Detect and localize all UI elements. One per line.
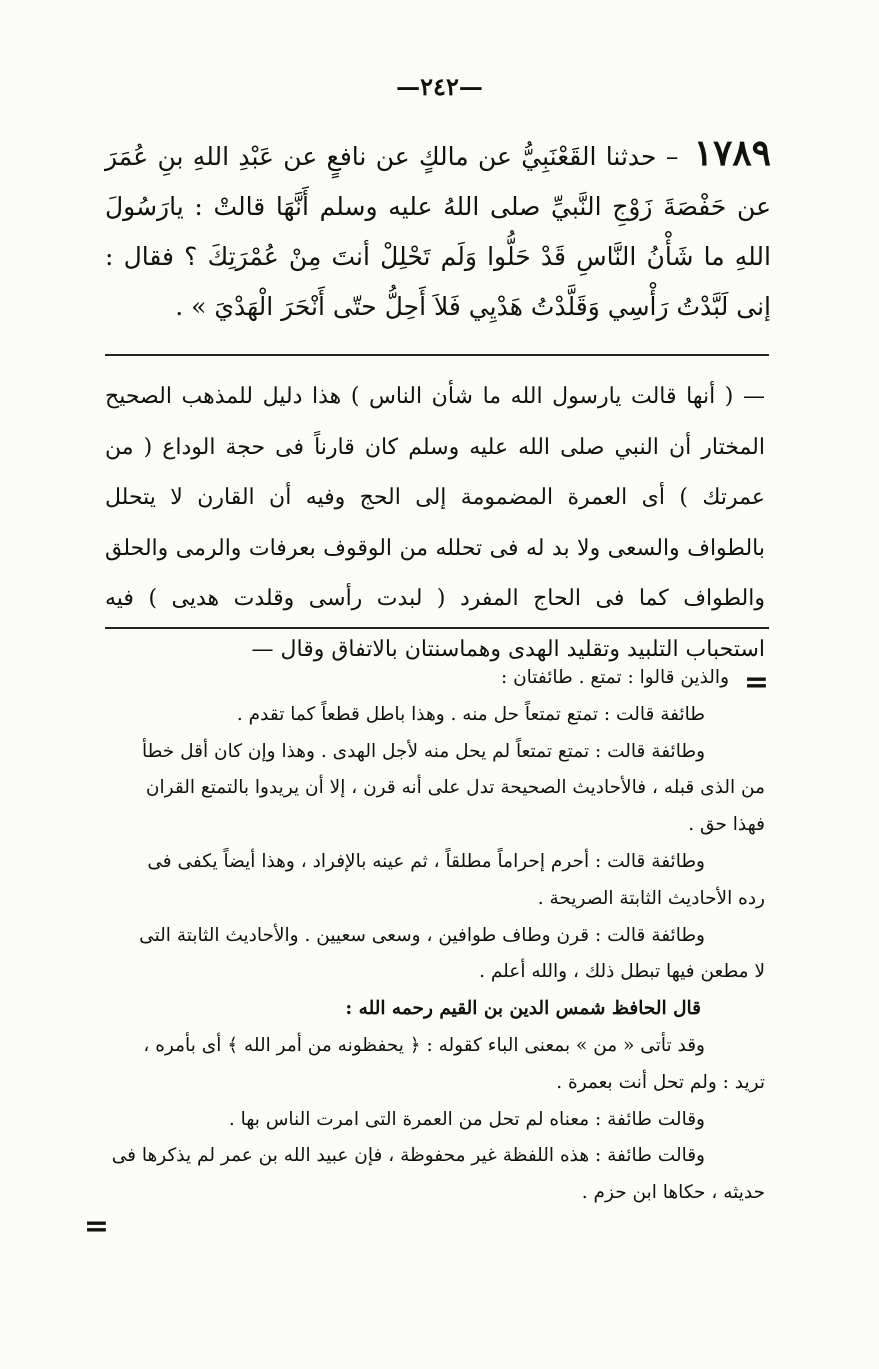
divider-rule-top — [105, 354, 769, 356]
supplement-line: والذين قالوا : تمتع . طائفتان : — [500, 667, 729, 688]
page-number: —٢٤٢— — [396, 72, 483, 101]
commentary-block: — ( أنها قالت يارسول الله ما شأن الناس ) هذا دليل للمذهب الصحيح المختار أن النبي صلى الله عليه وسلم كان قارناً فى حجة الوداع ( من عمرتك ) أى العمرة المضمومة إلى الحج وفيه أن القارن لا يتحلل بالطواف والسعى ولا بد له فى تحلله من الوقوف بعرفات والرمى والحلق والطواف كما فى الحاج المفرد ( لبدت رأسى وقلدت هديى ) فيه استحباب التلبيد وتقليد الهدى وهماسنتان بالاتفاق وقال — — [105, 384, 765, 662]
hadith-text-block — [105, 128, 771, 332]
supplement-line: وقالت طائفة : معناه لم تحل من العمرة التى امرت الناس بها . — [228, 1108, 705, 1130]
hadith-number: ١٧٨٩ — [693, 132, 771, 174]
supplement-line: فهذا حق . — [688, 814, 765, 836]
supplement-line: تريد : ولم تحل أنت بعمرة . — [556, 1071, 765, 1093]
hadith-body: – حدثنا القَعْنَبِيُّ عن مالكٍ عن نافعٍ عن عَبْدِ اللهِ بنِ عُمَرَ عن حَفْصَةَ زَوْجِ النَّبيِّ صلى اللهُ عليه وسلم أَنَّهَا قالتْ : يارَسُولَ اللهِ ما شَأْنُ النَّاسِ قَدْ حَلُّوا وَلَم تَحْلِلْ أنتَ مِنْ عُمْرَتِكَ ؟ فقال : إنى لَبَّدْتُ رَأْسِي وَقَلَّدْتُ هَدْيِي فَلاَ أَحِلُّ حتّى أَنْحَرَ الْهَدْيَ » . — [105, 142, 771, 321]
continuation-mark-top: = — [743, 665, 769, 700]
supplement-line: وقد تأتى « من » بمعنى الباء كقوله : ﴿ يحفظونه من أمر الله ﴾ أى بأمره ، — [143, 1034, 705, 1056]
supplement-line: وطائفة قالت : أحرم إحراماً مطلقاً ، ثم عينه بالإفراد ، وهذا أيضاً يكفى فى — [147, 850, 705, 872]
supplement-block — [105, 660, 765, 1212]
supplement-line: من الذى قبله ، فالأحاديث الصحيحة تدل على أنه قرن ، إلا أن يريدوا بالتمتع القران — [145, 777, 765, 799]
supplement-line: وطائفة قالت : تمتع تمتعاً لم يحل منه لأجل الهدى . وهذا وإن كان أقل خطأ — [141, 740, 705, 762]
divider-rule-bottom — [105, 627, 769, 629]
supplement-line: وطائفة قالت : قرن وطاف طوافين ، وسعى سعيين . والأحاديث الثابتة التى — [139, 924, 705, 946]
supplement-line: وقالت طائفة : هذه اللفظة غير محفوظة ، فإن عبيد الله بن عمر لم يذكرها فى — [111, 1145, 705, 1167]
continuation-mark-bottom: = — [83, 1209, 109, 1244]
supplement-line: رده الأحاديث الثابتة الصريحة . — [537, 887, 765, 909]
supplement-line: طائفة قالت : تمتع تمتعاً حل منه . وهذا باطل قطعاً كما تقدم . — [236, 703, 705, 725]
supplement-heading: قال الحافظ شمس الدين بن القيم رحمه الله : — [345, 998, 701, 1020]
supplement-line: لا مطعن فيها تبطل ذلك ، والله أعلم . — [479, 961, 765, 983]
supplement-line: حديثه ، حكاها ابن حزم . — [581, 1182, 765, 1204]
